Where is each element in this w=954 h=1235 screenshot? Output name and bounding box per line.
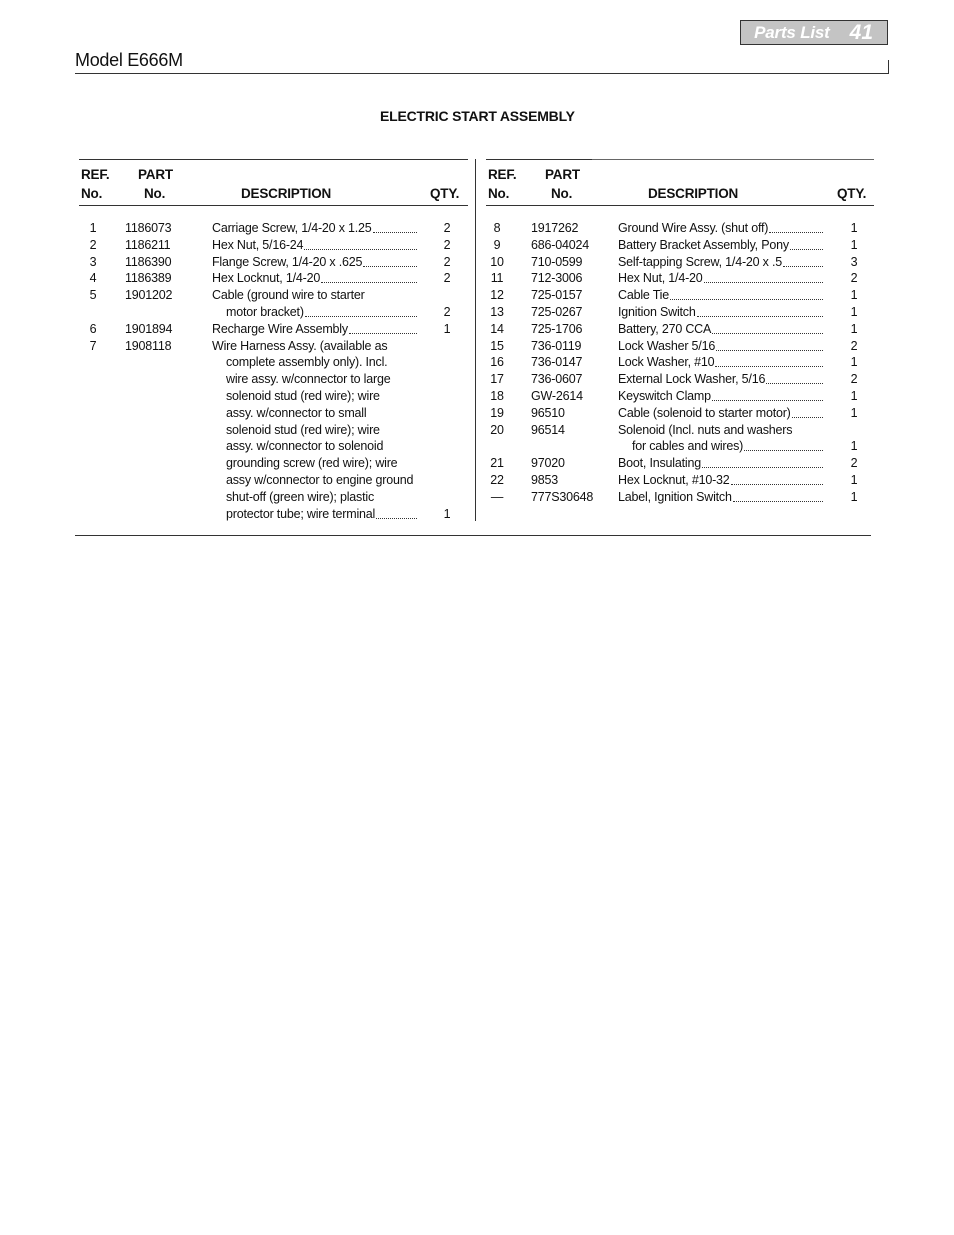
description-text: Hex Nut, 1/4-20 bbox=[618, 271, 703, 286]
part-number: 1186390 bbox=[125, 254, 172, 269]
description-text: Recharge Wire Assembly bbox=[212, 321, 348, 336]
table-row bbox=[486, 388, 874, 405]
header-ref-2: No. bbox=[81, 186, 103, 201]
description-cell bbox=[212, 270, 417, 287]
description-cell bbox=[618, 287, 823, 304]
part-number: 96514 bbox=[531, 422, 565, 437]
table-top-rule-light bbox=[592, 159, 874, 160]
dot-leader bbox=[670, 287, 823, 300]
header-qty: QTY. bbox=[430, 186, 460, 201]
description-cell bbox=[226, 506, 417, 523]
ref-number: 12 bbox=[490, 288, 504, 303]
ref-number: 7 bbox=[89, 338, 97, 353]
description-text: Cable Tie bbox=[618, 288, 670, 303]
ref-number: 17 bbox=[490, 372, 504, 387]
table-row bbox=[79, 338, 468, 355]
part-number: 712-3006 bbox=[531, 271, 583, 286]
part-number: 1186073 bbox=[125, 221, 172, 235]
part-number: 1917262 bbox=[531, 221, 579, 235]
table-row bbox=[79, 388, 468, 405]
table-row bbox=[486, 220, 874, 237]
description-cell bbox=[618, 472, 823, 489]
parts-rows-left bbox=[79, 220, 468, 522]
description-text: Solenoid (Incl. nuts and washers bbox=[618, 422, 793, 437]
table-row bbox=[486, 405, 874, 422]
table-top-rule bbox=[79, 159, 468, 160]
ref-number: 22 bbox=[490, 472, 504, 487]
ref-number: 15 bbox=[490, 338, 504, 353]
quantity: 2 bbox=[850, 372, 858, 387]
description-text: assy. w/connector to solenoid bbox=[226, 439, 384, 454]
description-cell bbox=[226, 489, 417, 506]
description-cell bbox=[618, 388, 823, 405]
ref-number: 9 bbox=[493, 237, 501, 252]
table-row bbox=[79, 270, 468, 287]
description-text: Boot, Insulating bbox=[618, 456, 701, 471]
ref-number: 6 bbox=[89, 321, 97, 336]
part-number: 96510 bbox=[531, 405, 565, 420]
dot-leader bbox=[744, 438, 823, 451]
ref-number: 13 bbox=[490, 304, 504, 319]
ref-number: 3 bbox=[89, 254, 97, 269]
header-ref-1: REF. bbox=[488, 167, 517, 182]
ref-number: 1 bbox=[89, 221, 97, 235]
ref-number: 19 bbox=[490, 405, 504, 420]
table-row bbox=[79, 287, 468, 304]
part-number: 736-0119 bbox=[531, 338, 582, 353]
description-cell bbox=[226, 354, 417, 371]
description-cell bbox=[212, 220, 417, 237]
description-text: solenoid stud (red wire); wire bbox=[226, 388, 380, 403]
quantity: 1 bbox=[850, 472, 858, 487]
description-cell bbox=[226, 455, 417, 472]
dot-leader bbox=[715, 354, 823, 367]
dot-leader bbox=[712, 388, 823, 401]
description-text: Label, Ignition Switch bbox=[618, 489, 732, 504]
part-number: 725-0157 bbox=[531, 288, 583, 303]
assembly-title: ELECTRIC START ASSEMBLY bbox=[380, 108, 575, 124]
header-qty: QTY. bbox=[837, 186, 867, 201]
description-cell bbox=[212, 254, 417, 271]
description-text: for cables and wires) bbox=[632, 439, 744, 454]
ref-number: 4 bbox=[89, 271, 97, 286]
table-row bbox=[486, 489, 874, 506]
quantity: 2 bbox=[443, 304, 451, 319]
ref-number: 21 bbox=[490, 456, 504, 471]
part-number: 1901202 bbox=[125, 288, 173, 303]
description-text: Wire Harness Assy. (available as bbox=[212, 338, 388, 353]
section-title: Parts List bbox=[754, 22, 830, 42]
table-row bbox=[486, 270, 874, 287]
dot-leader bbox=[697, 304, 823, 317]
header-part-1: PART bbox=[545, 167, 580, 182]
ref-number: 14 bbox=[490, 321, 504, 336]
quantity: 1 bbox=[443, 321, 451, 336]
dot-leader bbox=[321, 270, 417, 283]
dot-leader bbox=[704, 270, 823, 283]
header-description: DESCRIPTION bbox=[648, 186, 739, 201]
table-row bbox=[486, 254, 874, 271]
quantity: 2 bbox=[850, 271, 858, 286]
dot-leader bbox=[731, 472, 823, 485]
table-bottom-rule bbox=[75, 535, 871, 536]
part-number: 1901894 bbox=[125, 321, 173, 336]
quantity: 3 bbox=[850, 254, 858, 269]
description-cell bbox=[618, 489, 823, 506]
table-top-rule bbox=[486, 159, 592, 160]
dot-leader bbox=[769, 220, 823, 233]
description-cell bbox=[618, 270, 823, 287]
quantity: 1 bbox=[850, 237, 858, 252]
part-number: 97020 bbox=[531, 456, 565, 471]
header-part-2: No. bbox=[551, 186, 573, 201]
description-cell bbox=[618, 321, 823, 338]
description-cell bbox=[212, 287, 417, 304]
description-text: Battery, 270 CCA bbox=[618, 321, 712, 336]
quantity: 1 bbox=[850, 288, 858, 303]
quantity: 1 bbox=[850, 304, 858, 319]
description-cell bbox=[226, 405, 417, 422]
description-cell bbox=[618, 371, 823, 388]
quantity: 1 bbox=[850, 355, 858, 370]
part-number: 9853 bbox=[531, 472, 559, 487]
quantity: 1 bbox=[850, 439, 858, 454]
dot-leader bbox=[792, 405, 823, 418]
description-text: motor bracket) bbox=[226, 304, 304, 319]
quantity: 1 bbox=[850, 388, 858, 403]
part-number: 1186211 bbox=[125, 237, 171, 252]
dot-leader bbox=[305, 304, 417, 317]
ref-number: 20 bbox=[490, 422, 504, 437]
description-cell bbox=[618, 354, 823, 371]
description-cell bbox=[618, 237, 823, 254]
dot-leader bbox=[712, 321, 823, 334]
description-text: Hex Locknut, 1/4-20 bbox=[212, 271, 321, 286]
ref-number: 8 bbox=[493, 221, 501, 235]
description-cell bbox=[226, 438, 417, 455]
quantity: 1 bbox=[850, 321, 858, 336]
description-text: Hex Nut, 5/16-24 bbox=[212, 237, 304, 252]
quantity: 1 bbox=[850, 405, 858, 420]
description-cell bbox=[226, 304, 417, 321]
header-part-2: No. bbox=[144, 186, 166, 201]
description-text: protector tube; wire terminal bbox=[226, 506, 376, 521]
description-text: Cable (ground wire to starter bbox=[212, 288, 365, 303]
quantity: 2 bbox=[850, 456, 858, 471]
header-ref-2: No. bbox=[488, 186, 510, 201]
part-number: 725-0267 bbox=[531, 304, 583, 319]
header-ref-1: REF. bbox=[81, 167, 110, 182]
description-text: wire assy. w/connector to large bbox=[226, 372, 391, 387]
table-row bbox=[486, 321, 874, 338]
dot-leader bbox=[376, 506, 417, 519]
description-cell bbox=[618, 220, 823, 237]
table-row bbox=[79, 438, 468, 455]
dot-leader bbox=[790, 237, 823, 250]
description-cell bbox=[226, 472, 417, 489]
description-cell bbox=[618, 304, 823, 321]
parts-rows-right bbox=[486, 220, 874, 506]
quantity: 1 bbox=[850, 221, 858, 235]
table-row bbox=[79, 354, 468, 371]
table-row bbox=[486, 338, 874, 355]
table-row bbox=[486, 287, 874, 304]
table-row bbox=[79, 489, 468, 506]
description-cell bbox=[226, 388, 417, 405]
part-number: 736-0607 bbox=[531, 372, 583, 387]
table-row bbox=[79, 220, 468, 237]
description-text: Ground Wire Assy. (shut off) bbox=[618, 221, 769, 235]
quantity: 1 bbox=[443, 506, 451, 521]
dot-leader bbox=[349, 321, 417, 334]
description-text: assy w/connector to engine ground bbox=[226, 472, 414, 487]
dot-leader bbox=[363, 254, 417, 267]
table-row bbox=[486, 472, 874, 489]
quantity: 2 bbox=[443, 237, 451, 252]
table-row bbox=[486, 354, 874, 371]
quantity: 2 bbox=[850, 338, 858, 353]
description-text: grounding screw (red wire); wire bbox=[226, 456, 398, 471]
description-text: Self-tapping Screw, 1/4-20 x .5 bbox=[618, 254, 783, 269]
part-number: 710-0599 bbox=[531, 254, 583, 269]
header-bottom-rule bbox=[486, 205, 874, 206]
description-text: External Lock Washer, 5/16 bbox=[618, 372, 766, 387]
dot-leader bbox=[716, 338, 823, 351]
header-part-1: PART bbox=[138, 167, 173, 182]
quantity: 2 bbox=[443, 221, 451, 235]
description-cell bbox=[212, 321, 417, 338]
table-row bbox=[79, 405, 468, 422]
ref-number: 16 bbox=[490, 355, 504, 370]
ref-number: — bbox=[490, 489, 504, 504]
description-text: Battery Bracket Assembly, Pony bbox=[618, 237, 789, 252]
quantity: 1 bbox=[850, 489, 858, 504]
column-divider bbox=[475, 159, 476, 521]
description-text: shut-off (green wire); plastic bbox=[226, 489, 374, 504]
description-text: Cable (solenoid to starter motor) bbox=[618, 405, 791, 420]
description-cell bbox=[618, 338, 823, 355]
table-row bbox=[79, 371, 468, 388]
table-row bbox=[79, 455, 468, 472]
table-row bbox=[486, 237, 874, 254]
part-number: GW-2614 bbox=[531, 388, 583, 403]
table-row bbox=[486, 304, 874, 321]
dot-leader bbox=[766, 371, 823, 384]
description-text: Carriage Screw, 1/4-20 x 1.25 bbox=[212, 221, 372, 235]
description-text: assy. w/connector to small bbox=[226, 405, 367, 420]
ref-number: 10 bbox=[490, 254, 504, 269]
model-name: Model E666M bbox=[75, 50, 183, 70]
description-text: Ignition Switch bbox=[618, 304, 696, 319]
dot-leader bbox=[783, 254, 823, 267]
dot-leader bbox=[702, 455, 823, 468]
header-description: DESCRIPTION bbox=[241, 186, 332, 201]
dot-leader bbox=[733, 489, 823, 502]
part-number: 686-04024 bbox=[531, 237, 589, 252]
quantity: 2 bbox=[443, 254, 451, 269]
header-rule-tick bbox=[888, 60, 889, 74]
description-text: solenoid stud (red wire); wire bbox=[226, 422, 380, 437]
ref-number: 5 bbox=[89, 288, 97, 303]
description-cell bbox=[618, 455, 823, 472]
part-number: 1186389 bbox=[125, 271, 172, 286]
part-number: 777S30648 bbox=[531, 489, 594, 504]
description-cell bbox=[212, 237, 417, 254]
table-row bbox=[486, 438, 874, 455]
table-row bbox=[79, 304, 468, 321]
page-header-box bbox=[740, 20, 888, 45]
description-text: complete assembly only). Incl. bbox=[226, 355, 388, 370]
description-text: Lock Washer, #10 bbox=[618, 355, 715, 370]
description-cell bbox=[226, 422, 417, 439]
description-text: Lock Washer 5/16 bbox=[618, 338, 716, 353]
description-cell bbox=[212, 338, 417, 355]
table-row bbox=[79, 472, 468, 489]
description-text: Flange Screw, 1/4-20 x .625 bbox=[212, 254, 363, 269]
table-row bbox=[486, 422, 874, 439]
ref-number: 18 bbox=[490, 388, 504, 403]
table-row bbox=[79, 506, 468, 523]
table-row bbox=[79, 237, 468, 254]
ref-number: 2 bbox=[89, 237, 97, 252]
page-number: 41 bbox=[849, 20, 873, 44]
part-number: 1908118 bbox=[125, 338, 172, 353]
table-row bbox=[79, 254, 468, 271]
part-number: 725-1706 bbox=[531, 321, 583, 336]
ref-number: 11 bbox=[490, 271, 504, 286]
description-text: Keyswitch Clamp bbox=[618, 388, 711, 403]
table-row bbox=[486, 455, 874, 472]
header-rule bbox=[75, 73, 889, 74]
description-cell bbox=[618, 422, 823, 439]
description-text: Hex Locknut, #10-32 bbox=[618, 472, 730, 487]
table-row bbox=[79, 321, 468, 338]
description-cell bbox=[226, 371, 417, 388]
quantity: 2 bbox=[443, 271, 451, 286]
description-cell bbox=[618, 254, 823, 271]
part-number: 736-0147 bbox=[531, 355, 583, 370]
header-bottom-rule bbox=[79, 205, 468, 206]
dot-leader bbox=[304, 237, 417, 250]
description-cell bbox=[632, 438, 823, 455]
table-row bbox=[486, 371, 874, 388]
table-row bbox=[79, 422, 468, 439]
dot-leader bbox=[373, 220, 417, 233]
description-cell bbox=[618, 405, 823, 422]
